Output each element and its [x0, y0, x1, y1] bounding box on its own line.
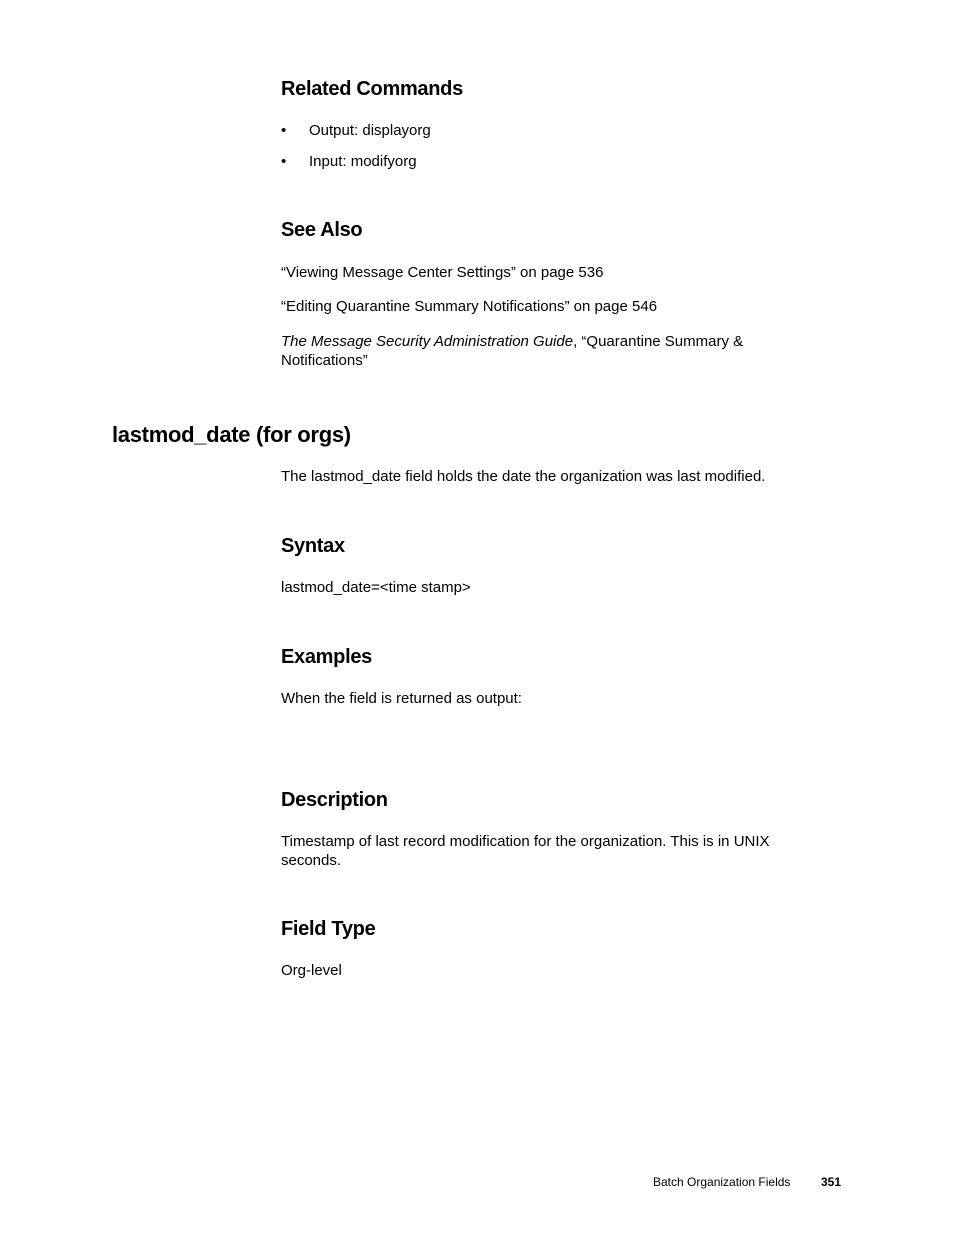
related-command-output: Output: displayorg [309, 122, 431, 139]
see-also-ref-guide [281, 333, 781, 370]
examples-heading: Examples [281, 646, 372, 668]
guide-section: , “Quarantine Summary & Notifications” [281, 333, 744, 369]
lastmod-date-title: lastmod_date (for orgs) [112, 422, 351, 447]
see-also-heading: See Also [281, 219, 363, 241]
list-item [281, 122, 431, 139]
lastmod-date-intro: The lastmod_date field holds the date the organization was last modified. [281, 468, 766, 485]
description-text: Timestamp of last record modification for the organization. This is in UNIX seconds. [281, 833, 770, 869]
syntax-heading: Syntax [281, 535, 345, 557]
bullet-icon: • [281, 122, 287, 139]
list-item [281, 153, 417, 170]
field-type-heading: Field Type [281, 918, 376, 940]
bullet-icon: • [281, 153, 287, 170]
see-also-ref-editing-quarantine: “Editing Quarantine Summary Notifications” on page 546 [281, 298, 658, 315]
related-command-input: Input: modifyorg [309, 153, 417, 170]
page-number: 351 [821, 1175, 842, 1189]
description-heading: Description [281, 789, 388, 811]
guide-title: The Message Security Administration Guide [281, 333, 574, 350]
examples-text: When the field is returned as output: [281, 690, 522, 707]
field-type-text: Org-level [281, 962, 342, 979]
footer-section-title: Batch Organization Fields [653, 1175, 791, 1189]
syntax-text: lastmod_date=<time stamp> [281, 579, 471, 596]
related-commands-heading: Related Commands [281, 78, 463, 100]
see-also-ref-viewing-message-center: “Viewing Message Center Settings” on page 536 [281, 264, 604, 281]
